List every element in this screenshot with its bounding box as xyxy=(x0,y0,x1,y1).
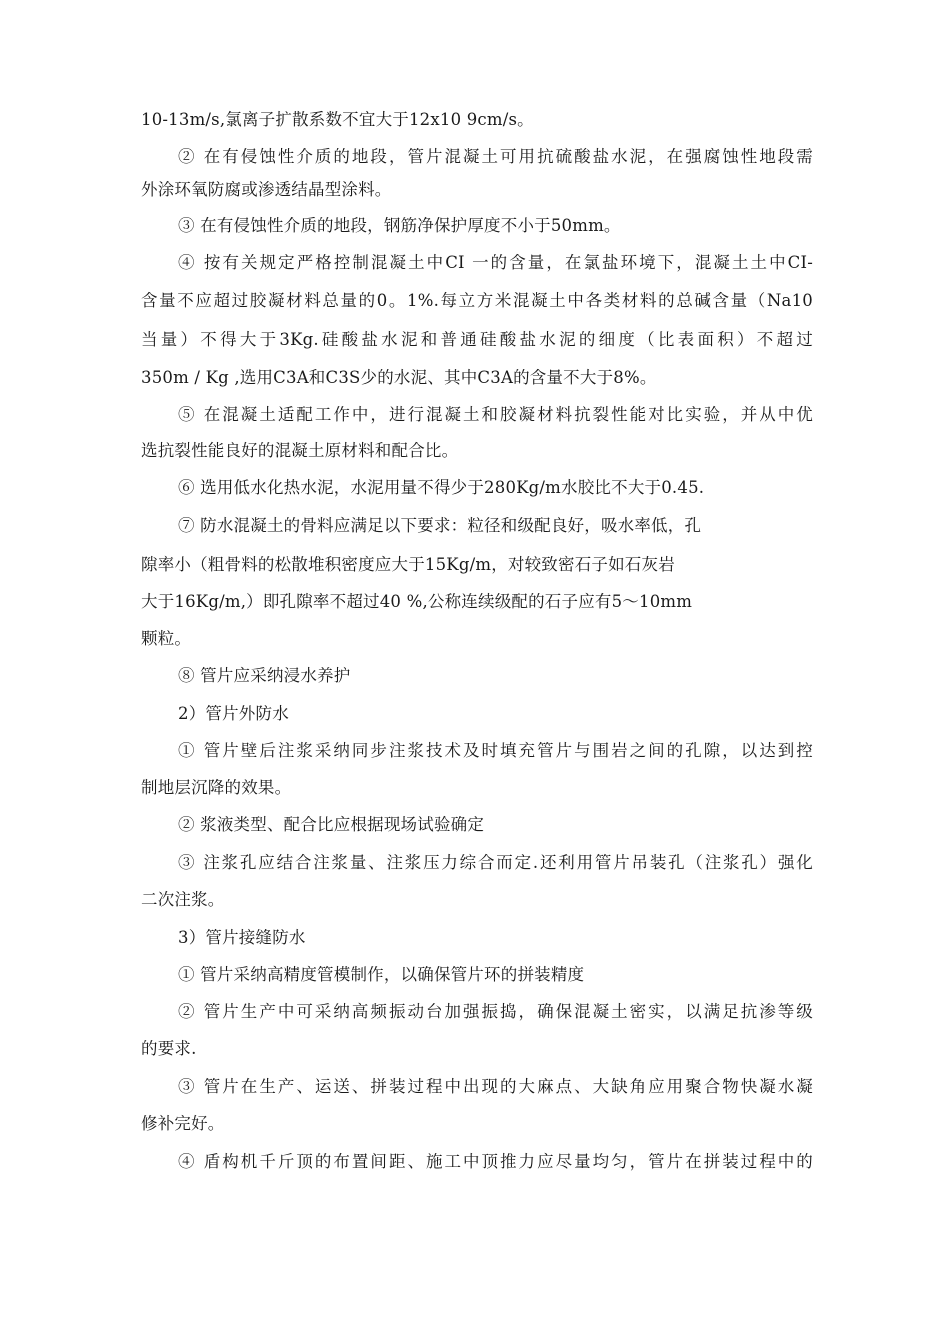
text-line: 外涂环氧防腐或渗透结晶型涂料。 xyxy=(141,180,392,199)
text-line: 二次注浆。 xyxy=(141,890,225,909)
text-line: 10-13m/s,氯离子扩散系数不宜大于12x10 9cm/s。 xyxy=(141,110,534,129)
text-line: ⑦ 防水混凝土的骨料应满足以下要求：粒径和级配良好，吸水率低，孔 xyxy=(178,516,702,535)
text-line: 制地层沉降的效果。 xyxy=(141,778,292,797)
text-line: ② 在有侵蚀性介质的地段，管片混凝土可用抗硫酸盐水泥，在强腐蚀性地段需 xyxy=(178,147,813,166)
section-heading: 2）管片外防水 xyxy=(178,704,289,723)
text-line: ② 管片生产中可采纳高频振动台加强振捣，确保混凝土密实，以满足抗渗等级 xyxy=(178,1002,813,1021)
text-line: 含量不应超过胶凝材料总量的0。1%.每立方米混凝土中各类材料的总碱含量（Na10 xyxy=(141,291,813,310)
text-line: ③ 在有侵蚀性介质的地段，钢筋净保护厚度不小于50mm。 xyxy=(178,216,621,235)
text-line: 当量）不得大于3Kg.硅酸盐水泥和普通硅酸盐水泥的细度（比表面积）不超过 xyxy=(141,330,813,349)
text-line: ① 管片采纳高精度管模制作，以确保管片环的拼装精度 xyxy=(178,965,585,984)
text-line: 选抗裂性能良好的混凝土原材料和配合比。 xyxy=(141,441,459,460)
text-line: 的要求. xyxy=(141,1039,197,1058)
text-line: ⑧ 管片应采纳浸水养护 xyxy=(178,666,351,685)
text-line: ① 管片壁后注浆采纳同步注浆技术及时填充管片与围岩之间的孔隙，以达到控 xyxy=(178,741,813,760)
text-line: 隙率小（粗骨料的松散堆积密度应大于15Kg/m，对较致密石子如石灰岩 xyxy=(141,555,675,574)
text-line: 350m / Kg ,选用C3A和C3S少的水泥、其中C3A的含量不大于8%。 xyxy=(141,368,657,387)
text-line: ⑤ 在混凝土适配工作中，进行混凝土和胶凝材料抗裂性能对比实验，并从中优 xyxy=(178,405,813,424)
text-line: 颗粒。 xyxy=(141,629,192,648)
text-line: ② 浆液类型、配合比应根据现场试验确定 xyxy=(178,815,485,834)
text-line: 修补完好。 xyxy=(141,1114,225,1133)
section-heading: 3）管片接缝防水 xyxy=(178,928,306,947)
text-line: 大于16Kg/m,）即孔隙率不超过40 %,公称连续级配的石子应有5〜10mm xyxy=(141,592,693,611)
text-line: ③ 管片在生产、运送、拼装过程中出现的大麻点、大缺角应用聚合物快凝水凝 xyxy=(178,1077,813,1096)
text-line: ⑥ 选用低水化热水泥，水泥用量不得少于280Kg/m水胶比不大于0.45. xyxy=(178,478,705,497)
text-line: ④ 按有关规定严格控制混凝土中CI 一的含量，在氯盐环境下，混凝土土中CI- xyxy=(178,253,813,272)
text-line: ③ 注浆孔应结合注浆量、注浆压力综合而定.还利用管片吊装孔（注浆孔）强化 xyxy=(178,853,813,872)
text-line: ④ 盾构机千斤顶的布置间距、施工中顶推力应尽量均匀，管片在拼装过程中的 xyxy=(178,1152,813,1171)
